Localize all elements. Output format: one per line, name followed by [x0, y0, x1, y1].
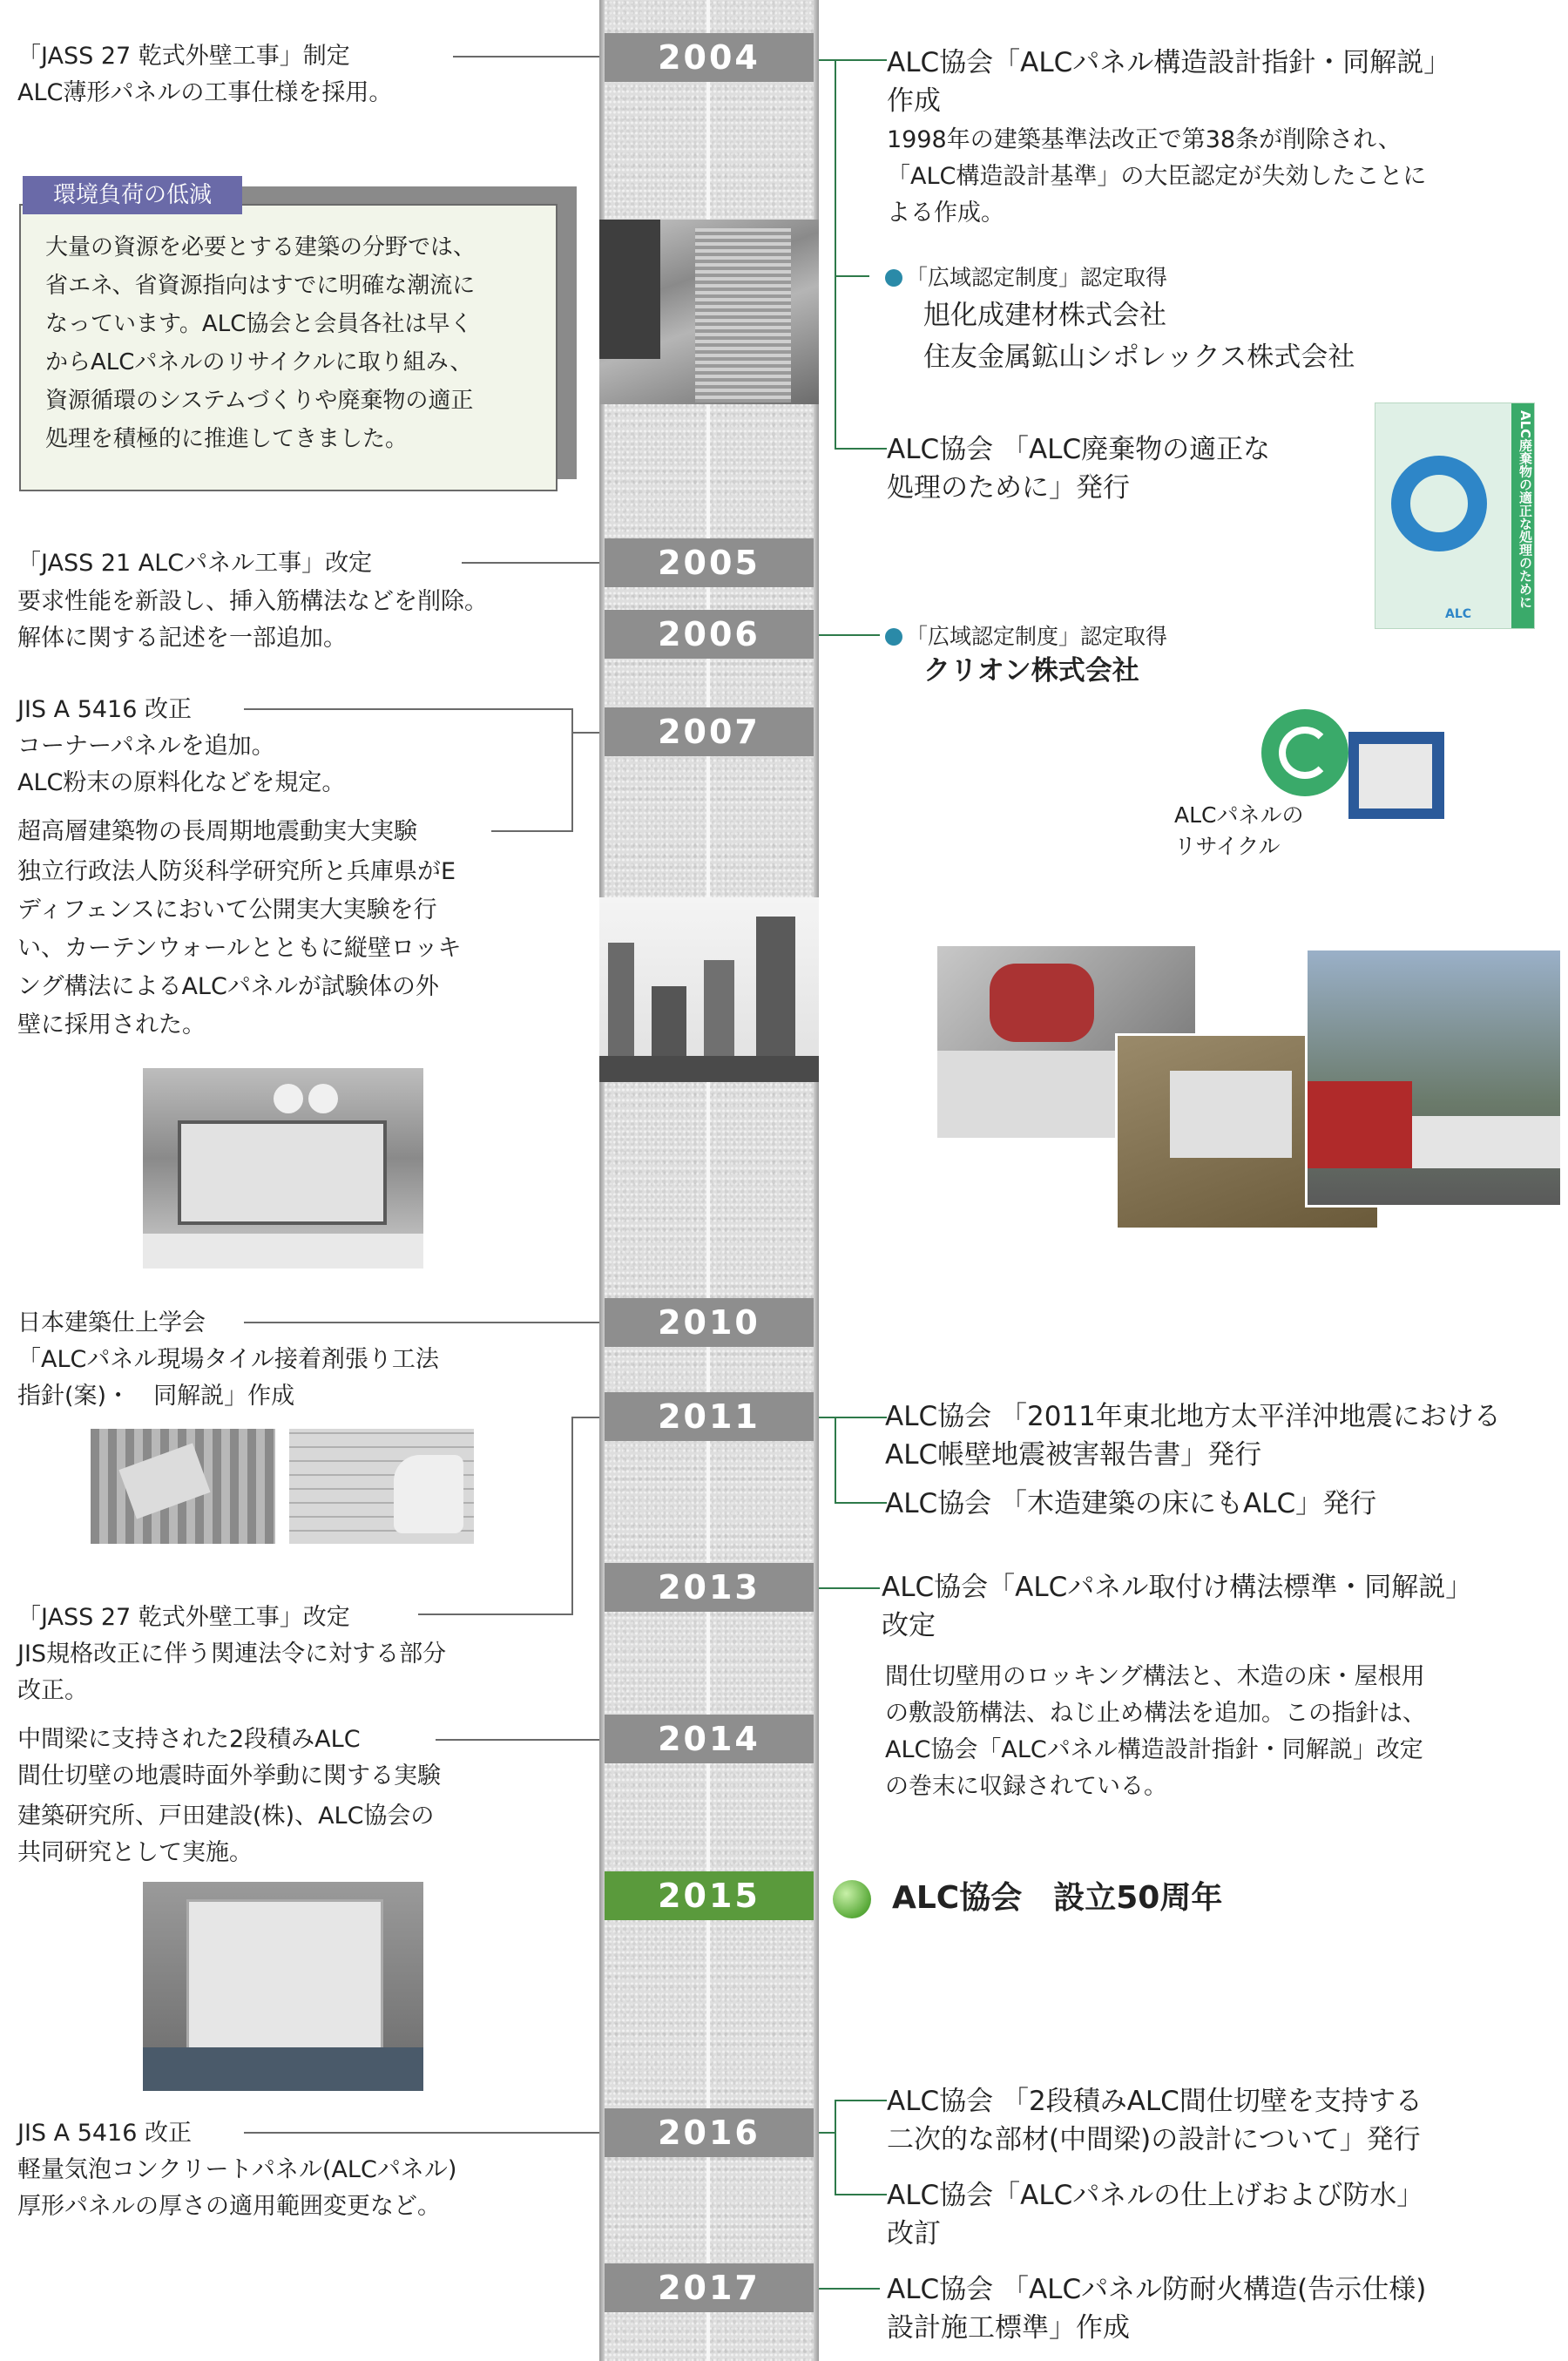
- year-2006: 2006: [605, 610, 814, 659]
- waste-line: 処理のために」発行: [887, 472, 1130, 504]
- env-line: からALCパネルのリサイクルに取り組み、: [45, 349, 473, 375]
- y2016-b: 改訂: [887, 2218, 941, 2249]
- y2014-title: 中間梁に支持された2段積みALC: [17, 1726, 361, 1753]
- y2010-line: 「ALCパネル現場タイル接着剤張り工法: [17, 1346, 439, 1373]
- tile-work-photo-2: [289, 1429, 474, 1544]
- waste-booklet-cover: [1375, 403, 1535, 629]
- y2013-right-title: ALC協会「ALCパネル取付け構法標準・同解説」: [882, 1572, 1473, 1603]
- y2014-title: 間仕切壁の地震時面外挙動に関する実験: [17, 1762, 441, 1789]
- panel-pallet-photo: [1348, 732, 1444, 819]
- anniversary-dot-icon: [833, 1880, 871, 1918]
- year-2014: 2014: [605, 1715, 814, 1763]
- connector-line: [835, 1502, 887, 1504]
- connector-line: [491, 830, 573, 832]
- quake-line: い、カーテンウォールとともに縦壁ロッキ: [17, 935, 462, 962]
- connector-line: [819, 2132, 836, 2134]
- y2016-a: ALC協会 「2段積みALC間仕切壁を支持する: [887, 2086, 1423, 2117]
- connector-line: [244, 2132, 599, 2134]
- y2010-line: 指針(案)・ 同解説」作成: [17, 1383, 295, 1410]
- building-photo-2004: [599, 220, 819, 404]
- booklet-vertical-title: ALC廃棄物の適正な処理のために: [1517, 410, 1533, 609]
- y2011-line: ALC協会 「2011年東北地方太平洋沖地震における: [885, 1401, 1501, 1432]
- connector-line: [571, 1417, 573, 1615]
- year-2017: 2017: [605, 2263, 814, 2312]
- waste-line: ALC協会 「ALC廃棄物の適正な: [887, 434, 1271, 465]
- y2006-company: クリオン株式会社: [923, 655, 1139, 687]
- jass27-2004-title: 「JASS 27 乾式外壁工事」制定: [17, 43, 350, 70]
- env-badge: 環境負荷の低減: [23, 176, 242, 214]
- towers-photo: [599, 897, 819, 1082]
- year-2013: 2013: [605, 1563, 814, 1612]
- year-2004: 2004: [605, 33, 814, 82]
- year-2005: 2005: [605, 538, 814, 587]
- year-2010: 2010: [605, 1298, 814, 1347]
- y2010-title: 日本建築仕上学会: [17, 1309, 206, 1336]
- env-line: なっています。ALC協会と会員各社は早く: [45, 311, 473, 337]
- env-line: 処理を積極的に推進してきました。: [45, 426, 409, 452]
- connector-line: [835, 1417, 887, 1418]
- test-building-photo: [143, 1068, 423, 1268]
- connector-line: [819, 1587, 880, 1589]
- year-2011: 2011: [605, 1392, 814, 1441]
- wall-test-photo: [143, 1882, 423, 2091]
- y2004-right-title: 作成: [887, 85, 941, 117]
- cert-company: 住友金属鉱山シポレックス株式会社: [923, 342, 1355, 373]
- y2013-right-body: の巻末に収録されている。: [885, 1773, 1167, 1800]
- truck-photo: [1305, 948, 1563, 1208]
- jis-2016-line: 厚形パネルの厚さの適用範囲変更など。: [17, 2193, 441, 2220]
- connector-line: [573, 1417, 599, 1418]
- env-line: 大量の資源を必要とする建築の分野では、: [45, 234, 476, 260]
- env-line: 資源循環のシステムづくりや廃棄物の適正: [45, 388, 474, 414]
- connector-line: [244, 1322, 599, 1323]
- jis-2007-line: コーナーパネルを追加。: [17, 733, 275, 760]
- y2013-right-title: 改定: [882, 1610, 936, 1641]
- connector-line: [819, 59, 836, 61]
- connector-line: [571, 708, 573, 832]
- connector-line: [462, 562, 599, 564]
- connector-line: [835, 1417, 836, 1504]
- jass27-2013-title: 「JASS 27 乾式外壁工事」改定: [17, 1604, 350, 1631]
- connector-line: [573, 732, 599, 734]
- bullet-dot-icon: [885, 628, 902, 646]
- y2013-right-body: の敷設筋構法、ねじ止め構法を追加。この指針は、: [885, 1700, 1426, 1727]
- connector-line: [436, 1739, 599, 1741]
- y2013-right-body: ALC協会「ALCパネル構造設計指針・同解説」改定: [885, 1736, 1423, 1763]
- year-2007: 2007: [605, 707, 814, 756]
- year-2016: 2016: [605, 2108, 814, 2157]
- jis-2016-line: 軽量気泡コンクリートパネル(ALCパネル): [17, 2156, 457, 2183]
- tile-work-photo-1: [91, 1429, 275, 1544]
- quake-title: 超高層建築物の長周期地震動実大実験: [17, 818, 417, 845]
- connector-line: [819, 634, 880, 636]
- connector-line: [835, 2100, 836, 2195]
- connector-line: [819, 1417, 836, 1418]
- connector-line: [453, 56, 599, 58]
- recycle-caption: ALCパネルの: [1174, 802, 1304, 828]
- anniversary-text: ALC協会 設立50周年: [892, 1880, 1223, 1916]
- bullet-dot-icon: [885, 269, 902, 287]
- connector-line: [819, 2288, 880, 2290]
- recycle-caption: リサイクル: [1174, 834, 1281, 859]
- connector-line: [835, 2194, 887, 2195]
- quake-line: ング構法によるALCパネルが試験体の外: [17, 973, 439, 1000]
- y2013-right-body: 間仕切壁用のロッキング構法と、木造の床・屋根用: [885, 1663, 1425, 1690]
- jass27-2004-body: ALC薄形パネルの工事仕様を採用。: [17, 79, 393, 106]
- jis-2007-title: JIS A 5416 改正: [17, 696, 192, 723]
- y2004-right-body: 1998年の建築基準法改正で第38条が削除され、: [887, 126, 1402, 153]
- cert-company: 旭化成建材株式会社: [923, 300, 1166, 331]
- jis-2007-line: ALC粉末の原料化などを規定。: [17, 769, 346, 796]
- connector-line: [244, 708, 573, 710]
- y2004-right-body: 「ALC構造設計基準」の大臣認定が失効したことに: [887, 163, 1427, 190]
- y2006-cert-label: 「広域認定制度」認定取得: [885, 619, 1167, 655]
- connector-line: [835, 275, 869, 277]
- connector-line: [418, 1613, 573, 1615]
- jass21-2005-title: 「JASS 21 ALCパネル工事」改定: [17, 550, 373, 577]
- y2014-line: 共同研究として実施。: [17, 1839, 253, 1866]
- booklet-logo: ALC: [1445, 607, 1472, 621]
- year-2015: 2015: [605, 1871, 814, 1920]
- y2017-line: 設計施工標準」作成: [887, 2312, 1130, 2344]
- y2017-line: ALC協会 「ALCパネル防耐火構造(告示仕様): [887, 2274, 1427, 2305]
- recycle-icon: [1261, 709, 1348, 796]
- connector-line: [835, 59, 887, 61]
- quake-line: 壁に採用された。: [17, 1011, 206, 1038]
- recycle-ring-icon: [1391, 456, 1487, 551]
- connector-line: [835, 2100, 887, 2101]
- y2004-right-title: ALC協会「ALCパネル構造設計指針・同解説」: [887, 47, 1451, 78]
- y2011-b: ALC協会 「木造建築の床にもALC」発行: [885, 1488, 1377, 1519]
- y2004-right-body: よる作成。: [887, 200, 1004, 227]
- jass21-2005-line: 要求性能を新設し、挿入筋構法などを削除。: [17, 588, 488, 615]
- quake-line: 独立行政法人防災科学研究所と兵庫県がE: [17, 858, 456, 885]
- y2016-a: 二次的な部材(中間梁)の設計について」発行: [887, 2124, 1421, 2155]
- jass21-2005-line: 解体に関する記述を一部追加。: [17, 625, 347, 652]
- jass27-2013-line: JIS規格改正に伴う関連法令に対する部分: [17, 1641, 447, 1668]
- y2014-line: 建築研究所、戸田建設(株)、ALC協会の: [17, 1803, 435, 1830]
- env-line: 省エネ、省資源指向はすでに明確な潮流に: [45, 273, 476, 299]
- connector-line: [835, 448, 887, 450]
- jass27-2013-line: 改正。: [17, 1677, 88, 1704]
- y2011-line: ALC帳壁地震被害報告書」発行: [885, 1439, 1262, 1471]
- jis-2016-title: JIS A 5416 改正: [17, 2120, 192, 2147]
- connector-line: [835, 59, 836, 450]
- cert-label: 「広域認定制度」認定取得: [885, 260, 1167, 296]
- y2016-b: ALC協会「ALCパネルの仕上げおよび防水」: [887, 2180, 1424, 2211]
- quake-line: ディフェンスにおいて公開実大実験を行: [17, 896, 437, 923]
